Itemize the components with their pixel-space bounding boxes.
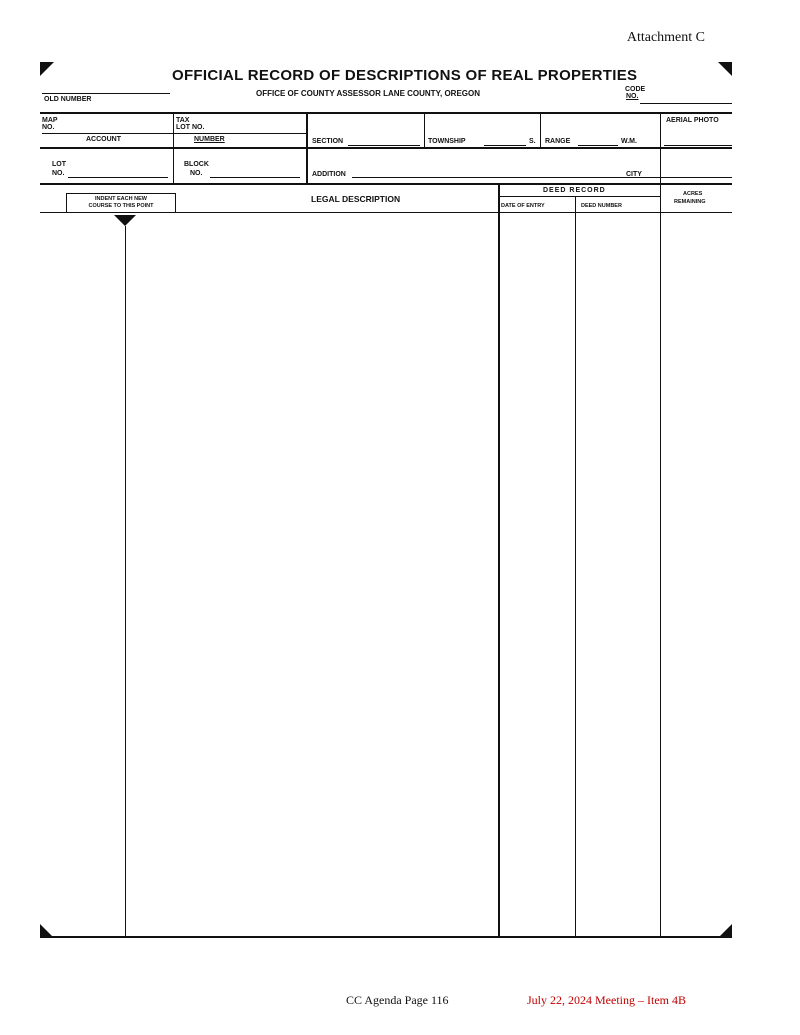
township-label: TOWNSHIP <box>428 138 466 145</box>
lot-label: LOT <box>52 161 66 168</box>
code-no-label: NO. <box>626 93 639 100</box>
agenda-page-number: CC Agenda Page 116 <box>346 993 449 1007</box>
map-no-label: NO. <box>42 124 55 131</box>
account-label: ACCOUNT <box>86 136 121 143</box>
acres-remaining-label: REMAINING <box>674 199 706 205</box>
number-label: NUMBER <box>194 136 225 143</box>
deed-number-header: DEED NUMBER <box>581 203 622 209</box>
legal-description-header: LEGAL DESCRIPTION <box>311 194 401 204</box>
attachment-label: Attachment C <box>626 30 705 45</box>
code-label: CODE <box>625 86 646 93</box>
indent-note-line1: INDENT EACH NEW <box>95 196 147 202</box>
indent-note-line2: COURSE TO THIS POINT <box>88 203 154 209</box>
form-subtitle: OFFICE OF COUNTY ASSESSOR LANE COUNTY, OREGON <box>256 89 481 98</box>
corner-mark <box>718 62 732 76</box>
range-label: RANGE <box>545 138 571 145</box>
tax-lot-no-label: LOT NO. <box>176 124 205 131</box>
township-s-label: S. <box>529 138 536 145</box>
old-number-label: OLD NUMBER <box>44 96 92 103</box>
block-no-label: NO. <box>190 170 203 177</box>
date-of-entry-header: DATE OF ENTRY <box>501 203 545 209</box>
indent-arrow-icon <box>114 215 136 226</box>
addition-label: ADDITION <box>312 171 346 178</box>
meeting-item: July 22, 2024 Meeting – Item 4B <box>527 993 686 1007</box>
form-title: OFFICIAL RECORD OF DESCRIPTIONS OF REAL PROPERTIES <box>172 67 638 84</box>
map-label: MAP <box>42 117 58 124</box>
city-label: CITY <box>626 171 642 178</box>
deed-record-header: DEED RECORD <box>543 187 606 194</box>
corner-mark <box>40 62 54 76</box>
acres-label: ACRES <box>683 191 703 197</box>
tax-label: TAX <box>176 117 190 124</box>
property-record-form <box>40 62 732 938</box>
section-label: SECTION <box>312 138 344 145</box>
aerial-photo-label: AERIAL PHOTO <box>666 117 719 124</box>
block-label: BLOCK <box>184 161 209 168</box>
indent-note-box <box>66 193 176 213</box>
lot-no-label: NO. <box>52 170 65 177</box>
wm-label: W.M. <box>621 138 637 145</box>
